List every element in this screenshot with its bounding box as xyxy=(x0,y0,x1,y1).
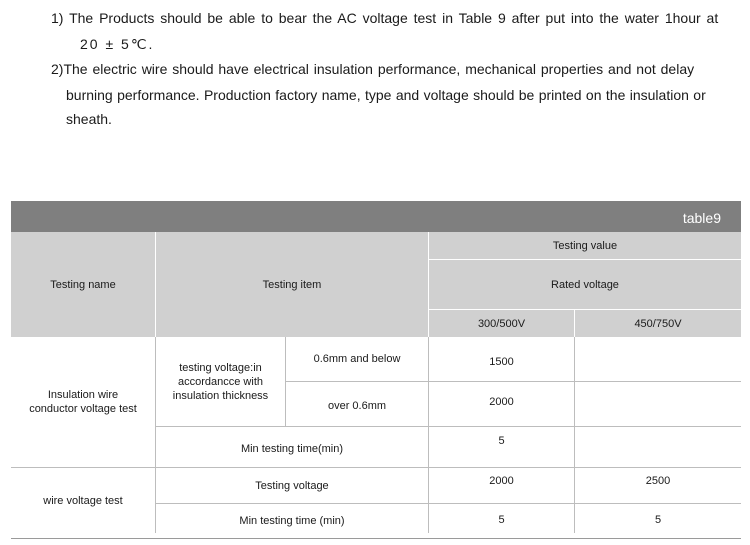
insulation-sub2-450v-value xyxy=(575,382,741,426)
requirement-2-line-3: sheath. xyxy=(66,111,112,127)
header-300-500v: 300/500V xyxy=(477,317,526,330)
requirement-2-line-2: burning performance. Production factory name, type and voltage should be printed on the insulation or xyxy=(66,87,706,103)
requirement-2-line-1: 2)The electric wire should have electrical insulation performance, mechanical properties and not delay xyxy=(51,61,695,77)
insulation-sub1-300v-value: 1500 xyxy=(489,356,514,368)
wire-min-testing-time: Min testing time (min) xyxy=(239,515,345,527)
insulation-sub-over-06mm: over 0.6mm xyxy=(327,400,387,412)
insulation-testing-voltage-group: testing voltage:in accordancce with insulation thickness xyxy=(172,361,269,402)
header-rated-voltage: Rated voltage xyxy=(551,278,619,291)
wire-min-time-300v-value: 5 xyxy=(498,514,505,526)
table-caption: table9 xyxy=(682,210,721,226)
insulation-min-testing-time: Min testing time(min) xyxy=(240,443,344,455)
header-testing-value: Testing value xyxy=(552,239,618,252)
wire-testing-voltage-450v-value: 2500 xyxy=(645,475,671,487)
insulation-min-time-300v-value: 5 xyxy=(498,435,505,447)
table-caption-bar xyxy=(11,201,741,232)
wire-testing-voltage: Testing voltage xyxy=(255,480,329,492)
insulation-sub2-300v-value: 2000 xyxy=(489,396,514,408)
wire-testing-voltage-300v-value: 2000 xyxy=(489,475,514,487)
wire-min-time-450v-value: 5 xyxy=(654,514,662,526)
insulation-min-time-450v-value xyxy=(575,427,741,467)
header-testing-name: Testing name xyxy=(50,278,116,291)
requirement-1-line-2: 20 ± 5℃. xyxy=(80,36,155,52)
insulation-sub-06mm-below: 0.6mm and below xyxy=(313,353,401,365)
header-450-750v: 450/750V xyxy=(634,317,682,330)
insulation-test-name: Insulation wire conductor voltage test xyxy=(29,389,137,415)
requirement-1-line-1: 1) The Products should be able to bear the AC voltage test in Table 9 after put into the water 1hour at xyxy=(51,10,719,26)
wire-voltage-test-name: wire voltage test xyxy=(43,494,123,507)
insulation-sub1-450v-value xyxy=(575,337,741,381)
header-testing-item: Testing item xyxy=(262,278,322,291)
